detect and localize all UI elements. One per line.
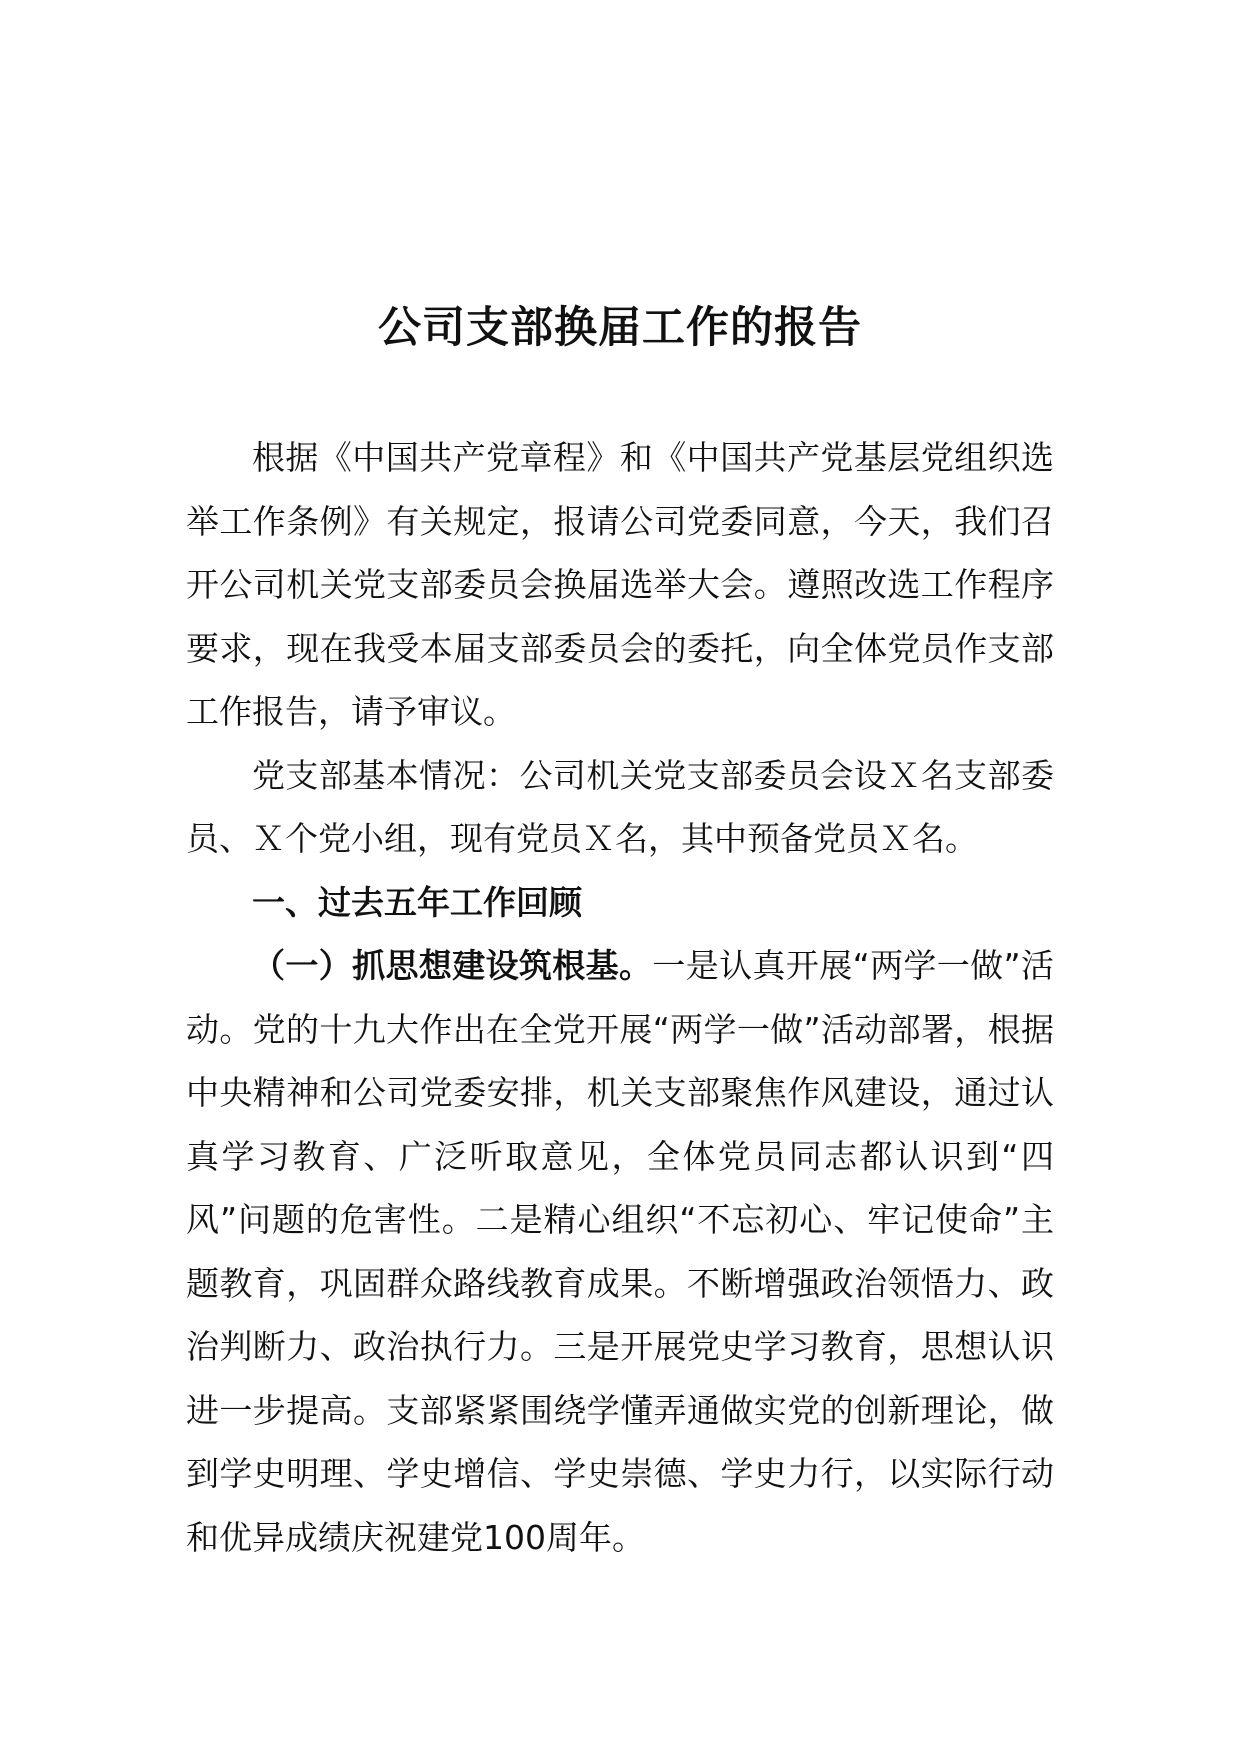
section-heading-1: 一、过去五年工作回顾 xyxy=(252,882,582,922)
subsection-lead-1: （一）抓思想建设筑根基。 xyxy=(252,946,653,985)
subsection-text-1: 一是认真开展“两学一做”活动。党的十九大作出在全党开展“两学一做”活动部署，根据中央精神和公司党委安排，机关支部聚焦作风建设，通过认真学习教育、广泛听取意见，全体党员同志都认识到“四风”问题的危害性。二是精心组织“不忘初心、牢记使命”主题教育，巩固群众路线教育成果。不断增强政治领悟力、政治判断力、政治执行力。三是开展党史学习教育，思想认识进一步提高。支部紧紧围绕学懂弄通做实党的创新理论，做到学史明理、学史增信、学史崇德、学史力行，以实际行动和优异成绩庆祝建党100周年。 xyxy=(186,946,1054,1557)
document-title: 公司支部换届工作的报告 xyxy=(378,303,862,353)
basic-info-paragraph: 党支部基本情况：公司机关党支部委员会设Ｘ名支部委员、Ｘ个党小组，现有党员Ｘ名，其中预备党员Ｘ名。 xyxy=(186,755,1054,858)
document-body xyxy=(186,426,1054,1569)
subsection-paragraph-1 xyxy=(186,934,1054,1569)
intro-paragraph: 根据《中国共产党章程》和《中国共产党基层党组织选举工作条例》有关规定，报请公司党委同意，今天，我们召开公司机关党支部委员会换届选举大会。遵照改选工作程序要求，现在我受本届支部委员会的委托，向全体党员作支部工作报告，请予审议。 xyxy=(186,438,1054,731)
